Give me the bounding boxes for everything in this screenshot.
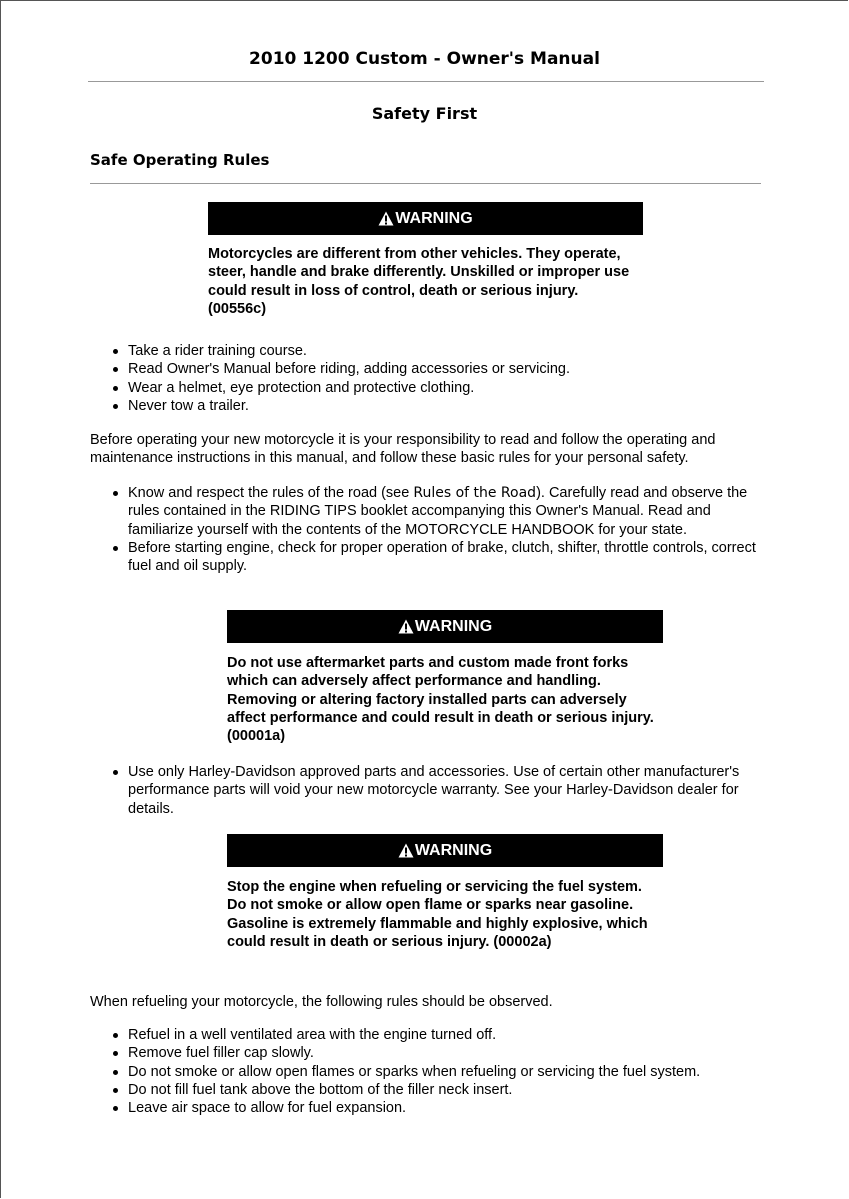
- warning-triangle-icon: [398, 619, 414, 634]
- document-title: 2010 1200 Custom - Owner's Manual: [249, 49, 600, 69]
- subsection-title: Safe Operating Rules: [90, 151, 270, 169]
- subsection-divider: [90, 183, 761, 184]
- header-divider: [88, 81, 764, 82]
- list-item: Take a rider training course.: [128, 342, 768, 360]
- list-item: Wear a helmet, eye protection and protective clothing.: [128, 379, 768, 397]
- warning-label: WARNING: [414, 841, 493, 859]
- list-item: Read Owner's Manual before riding, adding accessories or servicing.: [128, 360, 768, 378]
- warning-text: Do not use aftermarket parts and custom made front forks which can adversely affect performance and handling. Removing or altering factory installed parts can adversely affect performance and could result in death or serious injury. (00001a): [227, 655, 654, 745]
- warning-triangle-icon: [378, 211, 394, 226]
- parts-list: [128, 763, 758, 818]
- list-item: Use only Harley-Davidson approved parts and accessories. Use of certain other manufacturer's performance parts will void your new motorcycle warranty. See your Harley-Davidson dealer for details.: [128, 763, 758, 818]
- list-item: Do not smoke or allow open flames or sparks when refueling or servicing the fuel system.: [128, 1063, 768, 1081]
- warning-banner: [208, 202, 643, 235]
- warning-text: Motorcycles are different from other vehicles. They operate, steer, handle and brake differently. Unskilled or improper use could result in loss of control, death or serious injury. (00556c): [208, 246, 630, 317]
- responsibility-paragraph: Before operating your new motorcycle it is your responsibility to read and follow the operating and maintenance instructions in this manual, and follow these basic rules for your personal safety.: [90, 432, 716, 467]
- section-title: Safety First: [371, 104, 478, 123]
- road-rules-list: [128, 484, 760, 575]
- warning-label: WARNING: [395, 209, 473, 227]
- list-item: Refuel in a well ventilated area with the engine turned off.: [128, 1026, 768, 1044]
- list-item: Never tow a trailer.: [128, 397, 768, 415]
- list-item: Before starting engine, check for proper operation of brake, clutch, shifter, throttle controls, correct fuel and oil supply.: [128, 539, 760, 576]
- rules-of-the-road-reference[interactable]: Rules of the Road: [413, 485, 537, 501]
- warning-banner: [227, 834, 663, 867]
- list-item: Do not fill fuel tank above the bottom of the filler neck insert.: [128, 1081, 768, 1099]
- list-item: Know and respect the rules of the road (see Rules of the Road). Carefully read and observe the rules contained in the RIDING TIPS booklet accompanying this Owner's Manual. Read and familiarize yourself with the contents of the MOTORCYCLE HANDBOOK for your state.: [128, 484, 760, 539]
- warning-label: WARNING: [414, 617, 493, 635]
- warning-text: Stop the engine when refueling or servicing the fuel system. Do not smoke or allow open flame or sparks near gasoline. Gasoline is extremely flammable and highly explosive, which could result in death or serious injury. (00002a): [227, 879, 648, 950]
- refueling-paragraph: When refueling your motorcycle, the following rules should be observed.: [90, 994, 553, 1010]
- list-item: Leave air space to allow for fuel expansion.: [128, 1099, 768, 1117]
- warning-triangle-icon: [398, 843, 414, 858]
- refueling-rules-list: [128, 1026, 768, 1117]
- warning-banner: [227, 610, 663, 643]
- rider-rules-list: [128, 342, 768, 415]
- list-item: Remove fuel filler cap slowly.: [128, 1044, 768, 1062]
